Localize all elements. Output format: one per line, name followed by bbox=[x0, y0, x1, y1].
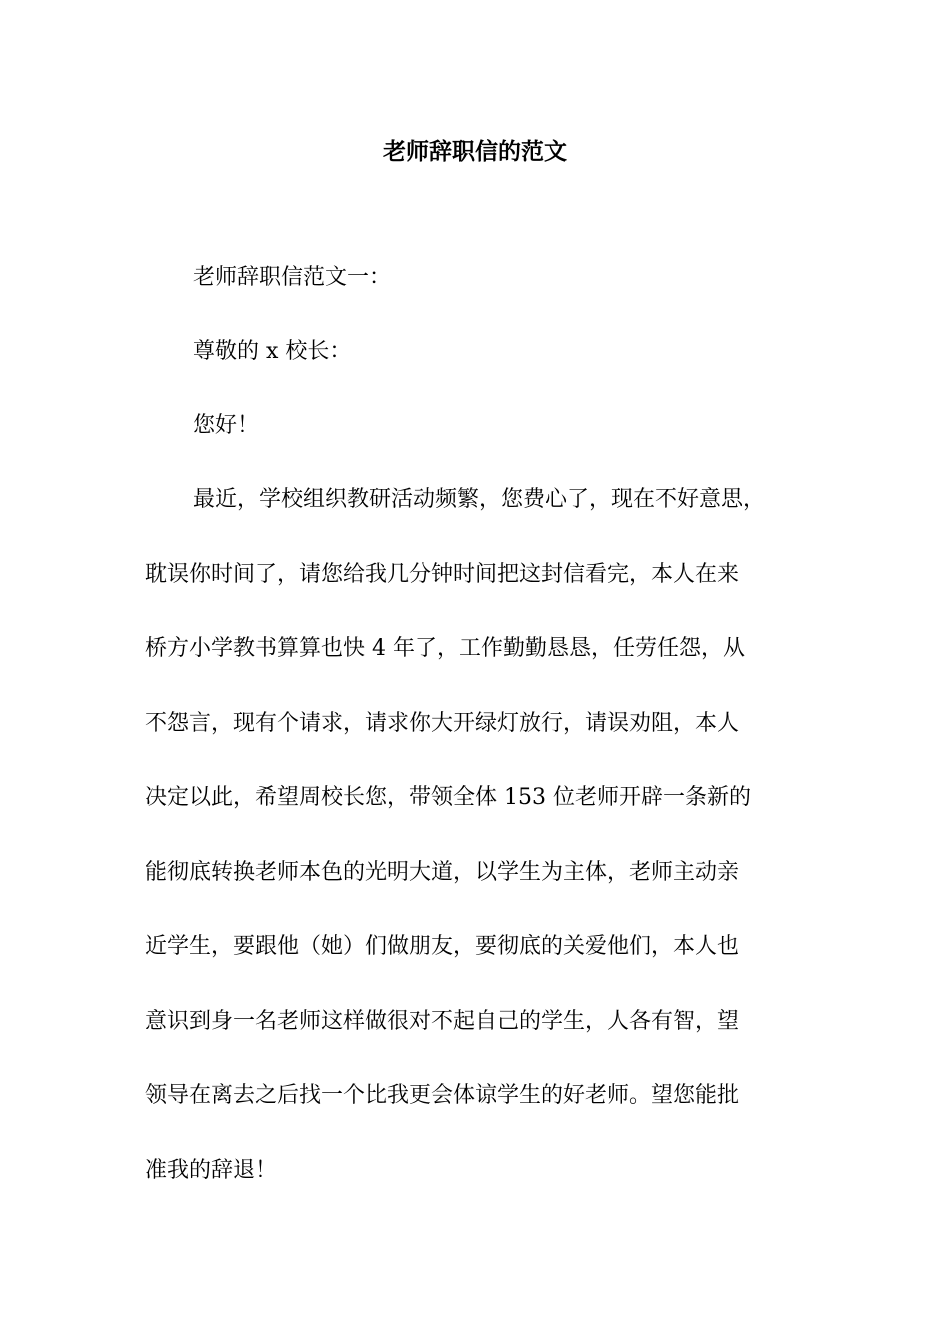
letter-greeting: 您好！ bbox=[193, 413, 260, 438]
document-title: 老师辞职信的范文 bbox=[383, 138, 567, 165]
body-line: 决定以此，希望周校长您，带领全体 153 位老师开辟一条新的 bbox=[145, 785, 751, 810]
body-line: 准我的辞退！ bbox=[145, 1158, 278, 1183]
body-line: 耽误你时间了，请您给我几分钟时间把这封信看完，本人在来 bbox=[145, 562, 740, 587]
body-line: 近学生，要跟他（她）们做朋友，要彻底的关爱他们，本人也 bbox=[145, 934, 740, 959]
body-line: 意识到身一名老师这样做很对不起自己的学生，人各有智，望 bbox=[145, 1009, 740, 1034]
letter-salutation: 尊敬的 x 校长： bbox=[193, 339, 352, 364]
body-line: 最近，学校组织教研活动频繁，您费心了，现在不好意思， bbox=[193, 487, 766, 512]
body-line: 不怨言，现有个请求，请求你大开绿灯放行，请误劝阻，本人 bbox=[145, 711, 740, 736]
body-line: 桥方小学教书算算也快 4 年了，工作勤勤恳恳，任劳任怨，从 bbox=[145, 636, 745, 661]
body-line: 领导在离去之后找一个比我更会体谅学生的好老师。望您能批 bbox=[145, 1083, 740, 1108]
body-line: 能彻底转换老师本色的光明大道，以学生为主体，老师主动亲 bbox=[145, 860, 740, 885]
letter-heading: 老师辞职信范文一： bbox=[193, 265, 392, 290]
